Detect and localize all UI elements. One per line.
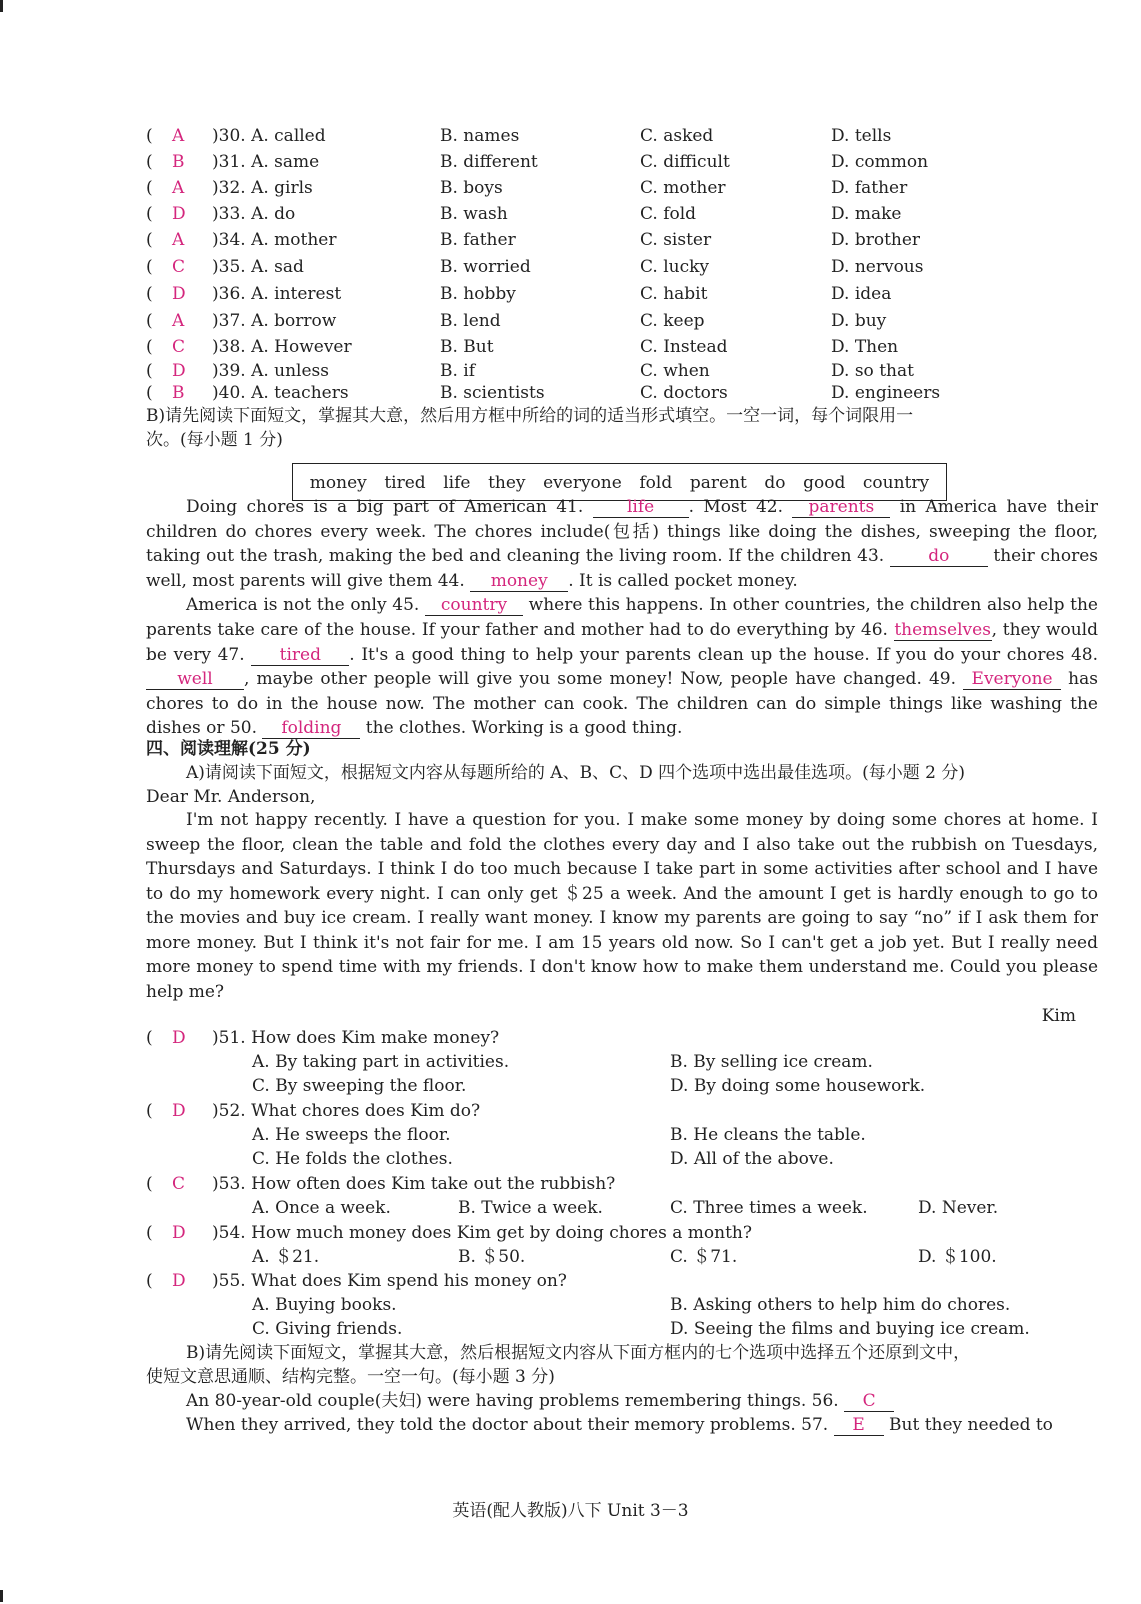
mc-answer: D <box>172 204 186 224</box>
word-box-item: tired <box>384 473 426 493</box>
paren: ( <box>146 204 153 224</box>
edge-mark <box>0 1590 3 1602</box>
paren: ( <box>146 361 153 381</box>
mc-option-c: C. Instead <box>640 337 728 357</box>
mc-question: )33. A. do <box>212 204 296 224</box>
blank-43: do <box>890 546 988 567</box>
mc-question: )32. A. girls <box>212 178 313 198</box>
mc-option-b: B. different <box>440 152 538 172</box>
mc-row <box>0 228 1100 252</box>
mc-option-d: D. engineers <box>831 383 941 403</box>
mc-option-d: D. Then <box>831 337 899 357</box>
mc-option-d: D. idea <box>831 284 892 304</box>
passage-sentence-56: An 80-year-old couple(夫妇) were having problems remembering things. 56. C <box>186 1390 1136 1412</box>
paren: ( <box>146 257 153 277</box>
mc-question: )31. A. same <box>212 152 320 172</box>
option-52b: B. He cleans the table. <box>670 1125 866 1145</box>
answer-54: D <box>172 1223 186 1243</box>
section-heading: 四、阅读理解(25 分) <box>146 739 311 759</box>
worksheet-page: ( A )30. A. called B. names C. asked D. tells ( B )31. A. same B. different C. difficult D. common ( A )32. A. girls B. boys C. mother D. father ( D )33. A. do B. wash C. fold D. make ( A )34. A. mother B. father C. sister D. brother ( C )35. A. sad B. worried C. lucky D. nervous ( D )36. A. interest B. hobby C. habit D. idea ( A )37. A. borrow B. lend C. keep D. buy ( C )38. A. However B. But C. Instead D. Then ( D )39. A. unless B. if C. when D. so that ( B )40. A. teachers B. scientists C. doctors D. engineers B)请先阅读下面短文，掌握其大意，然后用方框中所给的词的适当形式填空。一空一词，每个词限用一 次。(每小题 1 分) money tired life they everyone fold parent do good country Doing chores is a big part of American 41. life . Most 42. parents in America have their children do chores every week. The chores include(包括) things like doing the dishes, sweeping the floor, taking out the trash, making the bed and cleaning the living room. If the children 43. do their chores well, most parents will give them 44. money . It is called pocket money. America is not the only 45. country where this happens. In other countries, the children also help the parents take care of the house. If your father and mother had to do everything by 46. themselves, they would be very 47. tired . It's a good thing to help your parents clean up the house. If you do your chores 48. well , maybe other people will give you some money! Now, people have changed. 49. Everyone has chores to do in the house now. The mother can cook. The children can do simple things like washing the dishes or 50. folding the clothes. Working is a good thing. 四、阅读理解(25 分) A)请阅读下面短文，根据短文内容从每题所给的 A、B、C、D 四个选项中选出最佳选项。(每小题 2 分) Dear Mr. Anderson, I'm not happy recently. I have a question for you. I make some money by doing some chores at home. I sweep the floor, clean the table and fold the clothes every day and I also take out the rubbish on Tuesdays, Thursdays and Saturdays. I think I do too much because I take part in some activities after school and I have to do my homework every night. I can only get ＄25 a week. And the amount I get is hardly enough to go to the movies and buy ice cream. I really want money. I know my parents are going to say “no” if I ask them for more money. But I think it's not fair for me. I am 15 years old now. So I can't get a job yet. But I really need more money to spend time with my friends. I don't know how to make them understand me. Could you please help me? Kim ( D )51. How does Kim make money? A. By taking part in activities. B. By selling ice cream. C. By sweeping the floor. D. By doing some housework. ( D )52. What chores does Kim do? A. He sweeps the floor. B. He cleans the table. C. He folds the clothes. D. All of the above. ( C )53. How often does Kim take out the rubbish? A. Once a week. B. Twice a week. C. Three times a week. D. Never. ( D )54. How much money does Kim get by doing chores a month? A. ＄21. B. ＄50. C. ＄71. D. ＄100. ( D )55. What does Kim spend his money on? A. Buying books. B. Asking others to help him do chores. C. Giving friends. D. Seeing the films and buying ice cream. B)请先阅读下面短文，掌握其大意，然后根据短文内容从下面方框内的七个选项中选择五个还原到文中， 使短文意思通顺、结构完整。一空一句。(每小题 3 分) An 80-year-old couple(夫妇) were having problems remembering things. 56. C When they arrived, they told the doctor about their memory problems. 57. E But they needed to 英语(配人教版)八下 Unit 3－3 <box>0 0 1141 1604</box>
mc-option-d: D. buy <box>831 311 887 331</box>
mc-question: )34. A. mother <box>212 230 337 250</box>
blank-45: country <box>425 595 523 616</box>
mc-row <box>0 124 1100 148</box>
option-55b: B. Asking others to help him do chores. <box>670 1295 1011 1315</box>
mc-option-b: B. scientists <box>440 383 545 403</box>
option-55d: D. Seeing the films and buying ice cream. <box>670 1319 1030 1339</box>
word-box-item: money <box>309 473 367 493</box>
blank-50: folding <box>262 718 360 739</box>
mc-answer: D <box>172 361 186 381</box>
cloze-paragraph-1: Doing chores is a big part of American 41. life . Most 42. parents in America have their children do chores every week. The chores include(包括) things like doing the dishes, sweeping the floor, taking out the trash, making the bed and cleaning the living room. If the children 43. do their chores well, most parents will give them 44. money . It is called pocket money. <box>146 497 1098 591</box>
word-box-item: they <box>488 473 526 493</box>
mc-option-d: D. nervous <box>831 257 924 277</box>
mc-option-b: B. hobby <box>440 284 516 304</box>
mc-answer: B <box>172 152 185 172</box>
mc-answer: A <box>172 126 185 146</box>
option-52a: A. He sweeps the floor. <box>252 1125 451 1145</box>
mc-option-b: B. father <box>440 230 516 250</box>
option-51a: A. By taking part in activities. <box>252 1052 510 1072</box>
mc-option-c: C. when <box>640 361 710 381</box>
paren: ( <box>146 230 153 250</box>
blank-44: money <box>470 571 568 592</box>
blank-47: tired <box>251 645 349 666</box>
blank-48: well <box>146 669 244 690</box>
mc-option-d: D. brother <box>831 230 921 250</box>
option-54b: B. ＄50. <box>458 1247 526 1267</box>
paren: ( <box>146 311 153 331</box>
word-box-item: fold <box>639 473 673 493</box>
mc-option-b: B. wash <box>440 204 508 224</box>
reading-a-instruction: A)请阅读下面短文，根据短文内容从每题所给的 A、B、C、D 四个选项中选出最佳选项。(每小题 2 分) <box>186 763 966 783</box>
mc-option-d: D. tells <box>831 126 892 146</box>
mc-question: )35. A. sad <box>212 257 304 277</box>
word-box-item: do <box>764 473 786 493</box>
mc-option-b: B. names <box>440 126 520 146</box>
letter-greeting: Dear Mr. Anderson, <box>146 787 316 807</box>
mc-option-b: B. But <box>440 337 494 357</box>
letter-body: I'm not happy recently. I have a question for you. I make some money by doing some chores at home. I sweep the floor, clean the table and fold the clothes every day and I also take out the rubbish on Tuesdays, Thursdays and Saturdays. I think I do too much because I take part in some activities after school and I have to do my homework every night. I can only get ＄25 a week. And the amount I get is hardly enough to go to the movies and buy ice cream. I really want money. I know my parents are going to say “no” if I ask them for more money. But I think it's not fair for me. I am 15 years old now. So I can't get a job yet. But I really need more money to spend time with my friends. I don't know how to make them understand me. Could you please help me? <box>146 810 1098 1002</box>
option-51b: B. By selling ice cream. <box>670 1052 873 1072</box>
mc-option-b: B. boys <box>440 178 503 198</box>
mc-option-c: C. doctors <box>640 383 728 403</box>
mc-row <box>0 150 1100 174</box>
mc-option-d: D. so that <box>831 361 914 381</box>
paren: ( <box>146 126 153 146</box>
blank-42: parents <box>792 497 890 518</box>
reading-b-instruction-2: 使短文意思通顺、结构完整。一空一句。(每小题 3 分) <box>146 1367 555 1387</box>
mc-answer: D <box>172 284 186 304</box>
mc-row <box>0 202 1100 226</box>
option-54d: D. ＄100. <box>918 1247 997 1267</box>
option-53a: A. Once a week. <box>252 1198 391 1218</box>
answer-52: D <box>172 1101 186 1121</box>
mc-question: )36. A. interest <box>212 284 342 304</box>
mc-option-c: C. difficult <box>640 152 730 172</box>
paren: ( <box>146 152 153 172</box>
mc-row <box>0 335 1100 359</box>
mc-question: )39. A. unless <box>212 361 329 381</box>
mc-option-c: C. sister <box>640 230 712 250</box>
word-box-item: life <box>443 473 471 493</box>
section-b-instruction-2: 次。(每小题 1 分) <box>146 430 283 450</box>
blank-46: themselves <box>894 619 991 640</box>
mc-answer: B <box>172 383 185 403</box>
mc-row <box>0 282 1100 306</box>
reading-b-instruction: B)请先阅读下面短文，掌握其大意，然后根据短文内容从下面方框内的七个选项中选择五个还原到文中， <box>186 1343 971 1363</box>
paren: ( <box>146 178 153 198</box>
word-box-item: country <box>862 473 930 493</box>
mc-question: )37. A. borrow <box>212 311 337 331</box>
mc-option-b: B. if <box>440 361 476 381</box>
mc-option-c: C. lucky <box>640 257 710 277</box>
mc-answer: C <box>172 337 186 357</box>
paren: ( <box>146 337 153 357</box>
paren: ( <box>146 383 153 403</box>
cloze-paragraph-2: America is not the only 45. country where this happens. In other countries, the children also help the parents take care of the house. If your father and mother had to do everything by 46. themselves, they would be very 47. tired . It's a good thing to help your parents clean up the house. If you do your chores 48. well , maybe other people will give you some money! Now, people have changed. 49. Everyone has chores to do in the house now. The mother can cook. The children can do simple things like washing the dishes or 50. folding the clothes. Working is a good thing. <box>146 595 1098 739</box>
answer-53: C <box>172 1174 186 1194</box>
cloze-passage <box>146 495 1098 741</box>
option-53b: B. Twice a week. <box>458 1198 603 1218</box>
word-box-item: parent <box>689 473 747 493</box>
option-53d: D. Never. <box>918 1198 999 1218</box>
mc-option-b: B. worried <box>440 257 531 277</box>
question-51-stem: )51. How does Kim make money? <box>212 1028 500 1048</box>
option-53c: C. Three times a week. <box>670 1198 868 1218</box>
mc-row <box>0 176 1100 200</box>
mc-row <box>0 309 1100 333</box>
blank-56: C <box>844 1391 894 1412</box>
option-55c: C. Giving friends. <box>252 1319 403 1339</box>
option-54a: A. ＄21. <box>252 1247 320 1267</box>
passage-sentence-57: When they arrived, they told the doctor about their memory problems. 57. E But they needed to <box>186 1415 1053 1435</box>
answer-55: D <box>172 1271 186 1291</box>
mc-option-d: D. make <box>831 204 902 224</box>
mc-answer: C <box>172 257 186 277</box>
option-51c: C. By sweeping the floor. <box>252 1076 467 1096</box>
mc-option-d: D. father <box>831 178 908 198</box>
section-b-instruction: B)请先阅读下面短文，掌握其大意，然后用方框中所给的词的适当形式填空。一空一词，每个词限用一 <box>146 406 914 426</box>
mc-row <box>0 359 1100 383</box>
option-55a: A. Buying books. <box>252 1295 397 1315</box>
edge-mark <box>0 0 3 12</box>
mc-answer: A <box>172 311 185 331</box>
word-box-item: everyone <box>543 473 622 493</box>
question-52-stem: )52. What chores does Kim do? <box>212 1101 481 1121</box>
page-footer: 英语(配人教版)八下 Unit 3－3 <box>452 1501 689 1521</box>
blank-57: E <box>834 1415 884 1436</box>
blank-41: life <box>593 497 689 518</box>
mc-question: )30. A. called <box>212 126 326 146</box>
mc-option-b: B. lend <box>440 311 501 331</box>
letter-signature: Kim <box>1041 1006 1076 1026</box>
mc-option-c: C. fold <box>640 204 697 224</box>
mc-answer: A <box>172 178 185 198</box>
word-box-item: good <box>803 473 846 493</box>
mc-option-c: C. keep <box>640 311 705 331</box>
option-54c: C. ＄71. <box>670 1247 738 1267</box>
mc-option-c: C. mother <box>640 178 726 198</box>
mc-question: )40. A. teachers <box>212 383 349 403</box>
paren: ( <box>146 284 153 304</box>
mc-answer: A <box>172 230 185 250</box>
question-55-stem: )55. What does Kim spend his money on? <box>212 1271 567 1291</box>
mc-row <box>0 255 1100 279</box>
mc-option-c: C. asked <box>640 126 714 146</box>
mc-option-c: C. habit <box>640 284 708 304</box>
option-52d: D. All of the above. <box>670 1149 834 1169</box>
blank-49: Everyone <box>963 669 1061 690</box>
answer-51: D <box>172 1028 186 1048</box>
mc-row <box>0 381 1100 405</box>
mc-option-d: D. common <box>831 152 929 172</box>
mc-question: )38. A. However <box>212 337 352 357</box>
question-53-stem: )53. How often does Kim take out the rubbish? <box>212 1174 616 1194</box>
question-54-stem: )54. How much money does Kim get by doing chores a month? <box>212 1223 752 1243</box>
option-51d: D. By doing some housework. <box>670 1076 926 1096</box>
option-52c: C. He folds the clothes. <box>252 1149 453 1169</box>
